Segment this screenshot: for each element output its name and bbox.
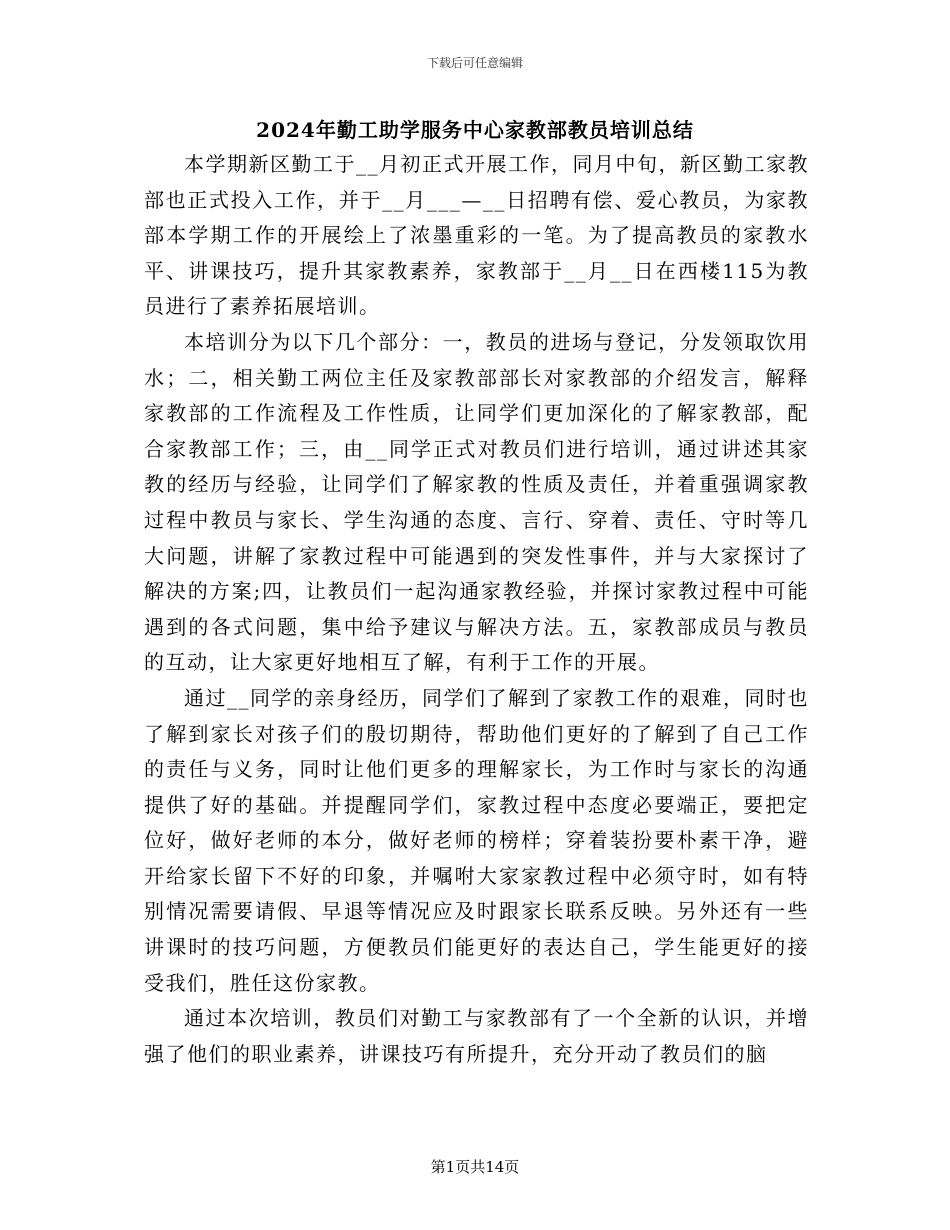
paragraph-experience: 通过__同学的亲身经历，同学们了解到了家教工作的艰难，同时也了解到家长对孩子们的殷切期待，帮助他们更好的了解到了自己工作的责任与义务，同时让他们更多的理解家长，为工作时与家长的沟通提供了好的基础。并提醒同学们，家教过程中态度必要端正，要把定位好，做好老师的本分，做好老师的榜样；穿着装扮要朴素干净，避开给家长留下不好的印象，并嘱咐大家家教过程中必须守时，如有特别情况需要请假、早退等情况应及时跟家长联系反映。另外还有一些讲课时的技巧问题，方便教员们能更好的表达自己，学生能更好的接受我们，胜任这份家教。 [144,685,809,995]
paragraph-conclusion: 通过本次培训，教员们对勤工与家教部有了一个全新的认识，并增强了他们的职业素养，讲课技巧有所提升，充分开动了教员们的脑 [144,1006,809,1066]
page-footer-number: 第1页共14页 [430,1158,520,1176]
document-body [144,147,809,1072]
paragraph-training-parts: 本培训分为以下几个部分：一，教员的进场与登记，分发领取饮用水；二，相关勤工两位主任及家教部部长对家教部的介绍发言，解释家教部的工作流程及工作性质，让同学们更加深化的了解家教部，配合家教部工作；三，由__同学正式对教员们进行培训，通过讲述其家教的经历与经验，让同学们了解家教的性质及责任，并着重强调家教过程中教员与家长、学生沟通的态度、言行、穿着、责任、守时等几大问题，讲解了家教过程中可能遇到的突发性事件，并与大家探讨了解决的方案;四，让教员们一起沟通家教经验，并探讨家教过程中可能遇到的各式问题，集中给予建议与解决方法。五，家教部成员与教员的互动，让大家更好地相互了解，有利于工作的开展。 [144,329,809,675]
paragraph-intro: 本学期新区勤工于__月初正式开展工作，同月中旬，新区勤工家教部也正式投入工作，并于__月___—__日招聘有偿、爱心教员，为家教部本学期工作的开展绘上了浓墨重彩的一笔。为了提高教员的家教水平、讲课技巧，提升其家教素养，家教部于__月__日在西楼115为教员进行了素养拓展培训。 [144,152,809,319]
document-title: 2024年勤工助学服务中心家教部教员培训总结 [256,118,694,142]
page-header-note: 下载后可任意编辑 [426,56,523,70]
